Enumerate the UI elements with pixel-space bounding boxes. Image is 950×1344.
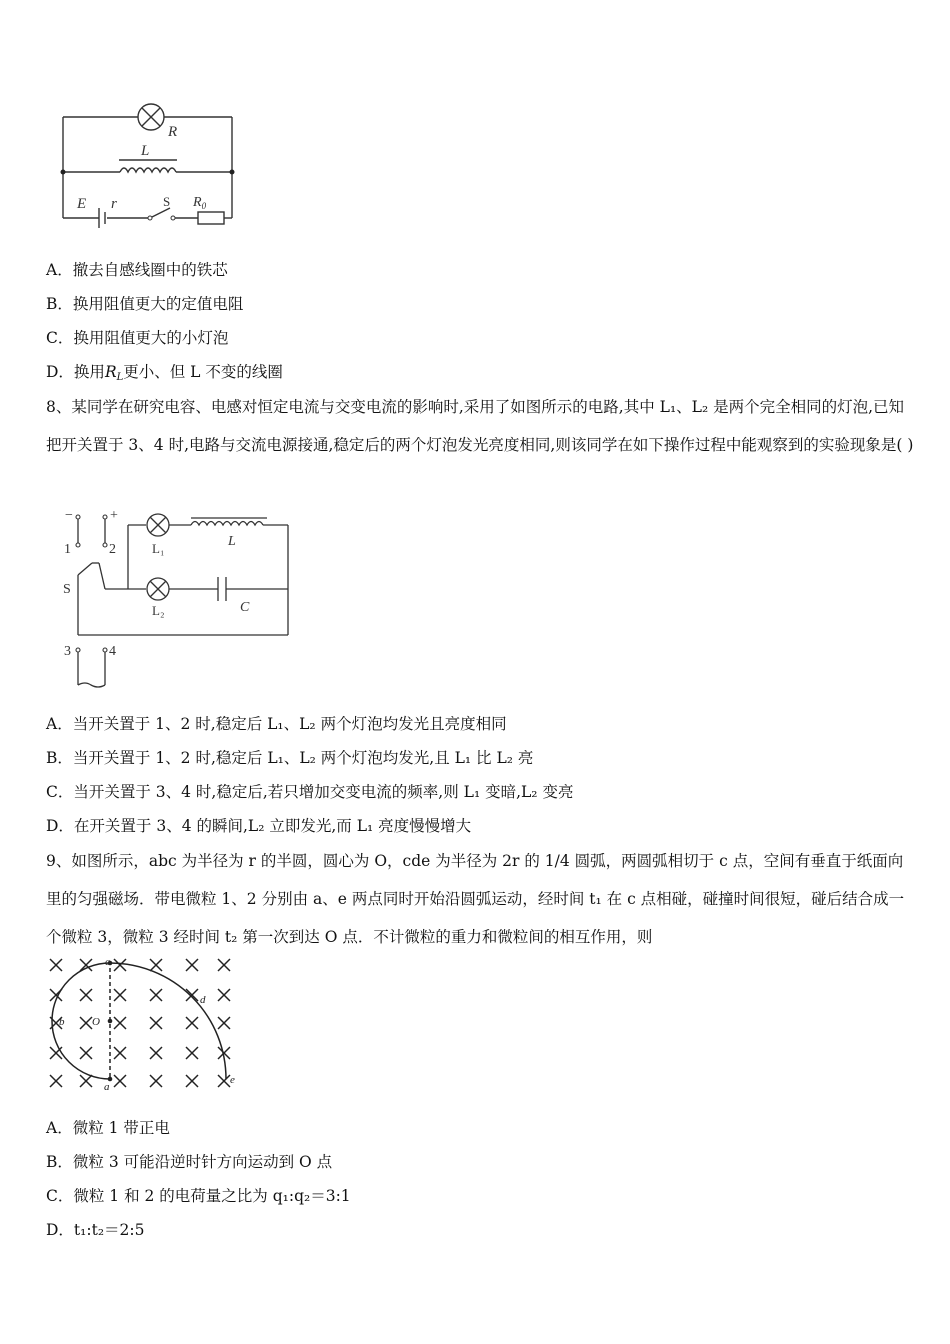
figure-lc-circuit [58, 505, 298, 695]
svg-text:S: S [63, 582, 71, 597]
svg-text:+: + [110, 508, 118, 523]
field-cross-icon [186, 1075, 198, 1087]
quarter-arc-cde [110, 963, 226, 1079]
switch-icon [150, 208, 170, 218]
field-cross-icon [50, 1075, 62, 1087]
field-cross-icon [218, 1075, 230, 1087]
field-cross-icon [150, 1075, 162, 1087]
field-cross-icon [80, 959, 92, 971]
svg-text:2: 2 [109, 542, 116, 557]
field-cross-icon [114, 989, 126, 1001]
field-cross-icon [218, 1017, 230, 1029]
field-cross-icon [218, 989, 230, 1001]
field-cross-icon [186, 989, 198, 1001]
field-cross-icon [150, 959, 162, 971]
q9-option-c: C．微粒 1 和 2 的电荷量之比为 q₁:q₂＝3:1 [46, 1187, 351, 1205]
svg-text:L₂: L₂ [152, 603, 165, 618]
svg-text:O: O [92, 1016, 100, 1028]
q7-option-a: A．撤去自感线圈中的铁芯 [46, 261, 228, 279]
field-cross-icon [114, 1047, 126, 1059]
q7-option-d: D．换用$R_L$更小、但 L 不变的线圈 [46, 363, 283, 383]
svg-text:d: d [200, 994, 206, 1006]
q8-option-a: A．当开关置于 1、2 时,稳定后 L₁、L₂ 两个灯泡均发光且亮度相同 [46, 715, 507, 733]
svg-text:R: R [168, 124, 178, 140]
svg-text:L: L [228, 534, 236, 549]
svg-text:L₁: L₁ [152, 541, 165, 556]
svg-text:S: S [163, 194, 171, 209]
field-cross-icon [150, 1047, 162, 1059]
svg-text:L: L [141, 143, 150, 159]
field-cross-icon [114, 959, 126, 971]
field-cross-icon [150, 1017, 162, 1029]
field-cross-icon [114, 1017, 126, 1029]
svg-text:e: e [230, 1074, 235, 1086]
field-cross-icon [80, 1047, 92, 1059]
inductor-icon [191, 522, 263, 526]
inductor-coil-icon [120, 168, 176, 172]
field-cross-icon [80, 1075, 92, 1087]
field-cross-icon [80, 989, 92, 1001]
svg-text:R0: $R_0$ [193, 195, 207, 211]
q9-option-b: B．微粒 3 可能沿逆时针方向运动到 O 点 [46, 1153, 333, 1171]
field-cross-icon [186, 1047, 198, 1059]
svg-text:1: 1 [64, 542, 71, 557]
field-cross-icon [50, 1047, 62, 1059]
resistor-icon [198, 212, 224, 224]
field-cross-icon [186, 959, 198, 971]
svg-text:−: − [65, 508, 73, 523]
field-cross-icon [218, 959, 230, 971]
field-cross-icon [80, 1017, 92, 1029]
q7-option-b: B．换用阻值更大的定值电阻 [46, 295, 244, 313]
svg-text:r: r [111, 196, 117, 212]
q9-option-a: A．微粒 1 带正电 [46, 1119, 170, 1137]
q8-option-d: D．在开关置于 3、4 的瞬间,L₂ 立即发光,而 L₁ 亮度慢慢增大 [46, 817, 472, 835]
svg-text:b: b [59, 1016, 65, 1028]
svg-text:3: 3 [64, 644, 71, 659]
svg-text:c: c [105, 956, 110, 968]
svg-text:C: C [240, 600, 250, 615]
svg-text:4: 4 [109, 644, 116, 659]
figure-inductor-circuit [55, 100, 265, 230]
q8-stem: 8、某同学在研究电容、电感对恒定电流与交变电流的影响时,采用了如图所示的电路,其中 L₁、L₂ 是两个完全相同的灯泡,已知把开关置于 3、4 时,电路与交流电源接通,稳定后的两个灯泡发光亮度相同,则该同学在如下操作过程中能观察到的实验现象是( ) [46, 398, 914, 454]
q7-option-c: C．换用阻值更大的小灯泡 [46, 329, 229, 347]
q9-stem: 9、如图所示，abc 为半径为 r 的半圆，圆心为 O，cde 为半径为 2r 的 1/4 圆弧，两圆弧相切于 c 点，空间有垂直于纸面向里的匀强磁场．带电微粒 1、2 分别由 a、e 两点同时开始沿圆弧运动，经时间 t₁ 在 c 点相碰，碰撞时间很短，碰后结合成一个微粒 3，微粒 3 经时间 t₂ 第一次到达 O 点．不计微粒的重力和微粒间的相互作用，则 [46, 852, 905, 946]
field-cross-icon [186, 1017, 198, 1029]
figure-magnetic-field [40, 955, 250, 1095]
field-cross-icon [50, 959, 62, 971]
field-cross-icon [150, 989, 162, 1001]
q8-option-b: B．当开关置于 1、2 时,稳定后 L₁、L₂ 两个灯泡均发光,且 L₁ 比 L₂ 亮 [46, 749, 534, 767]
field-cross-icon [114, 1075, 126, 1087]
svg-text:E: E [77, 196, 87, 212]
svg-text:a: a [104, 1081, 110, 1093]
q8-option-c: C．当开关置于 3、4 时,稳定后,若只增加交变电流的频率,则 L₁ 变暗,L₂ 变亮 [46, 783, 574, 801]
q9-option-d: D．t₁:t₂＝2:5 [46, 1221, 145, 1239]
